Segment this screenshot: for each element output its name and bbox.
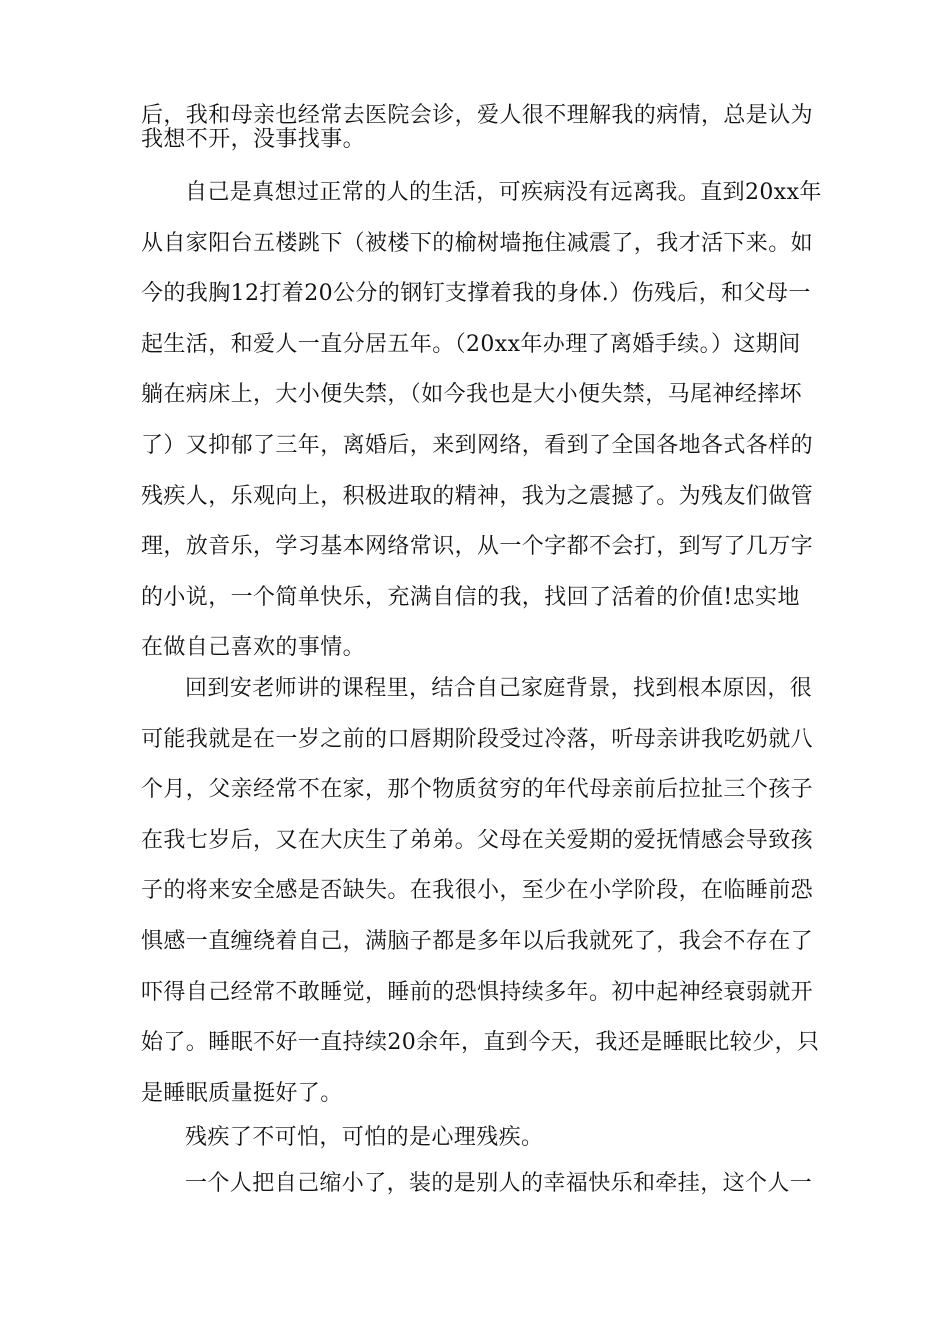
text-line: 始了。睡眠不好一直持续20余年，直到今天，我还是睡眠比较少，只: [141, 1030, 820, 1056]
text-line: 是睡眠质量挺好了。: [141, 1080, 343, 1106]
text-line: 吓得自己经常不敢睡觉，睡前的恐惧持续多年。初中起神经衰弱就开: [141, 979, 814, 1005]
text-line: 个月，父亲经常不在家，那个物质贫穷的年代母亲前后拉扯三个孩子: [141, 777, 814, 803]
text-line: 子的将来安全感是否缺失。在我很小，至少在小学阶段，在临睡前恐: [141, 878, 814, 904]
text-line: 后，我和母亲也经常去医院会诊，爱人很不理解我的病情，总是认为: [141, 103, 814, 128]
text-line: 自己是真想过正常的人的生活，可疾病没有远离我。直到20xx年: [185, 180, 822, 205]
text-line: 起生活，和爱人一直分居五年。（20xx年办理了离婚手续。）这期间: [141, 331, 801, 357]
text-line: 在做自己喜欢的事情。: [141, 635, 366, 661]
text-line: 残疾了不可怕，可怕的是心理残疾。: [185, 1125, 544, 1150]
text-line: 残疾人，乐观向上，积极进取的精神，我为之震撼了。为残友们做管: [141, 483, 814, 509]
text-line: 理，放音乐，学习基本网络常识，从一个字都不会打，到写了几万字: [141, 534, 814, 560]
paragraph-continuation: [141, 104, 821, 152]
paragraph-shrinking-self: [141, 1172, 821, 1196]
text-line: 回到安老师讲的课程里，结合自己家庭背景，找到根本原因，很: [185, 676, 813, 701]
paragraph-illness-and-recovery: [141, 168, 821, 674]
text-line: 惧感一直缠绕着自己，满脑子都是多年以后我就死了，我会不存在了: [141, 928, 814, 954]
text-line: 一个人把自己缩小了，装的是别人的幸福快乐和牵挂，这个人一: [185, 1171, 813, 1196]
text-line: 躺在病床上，大小便失禁，（如今我也是大小便失禁，马尾神经摔坏: [141, 382, 803, 408]
text-line: 了）又抑郁了三年，离婚后，来到网络，看到了全国各地各式各样的: [141, 432, 814, 458]
text-line: 的小说，一个简单快乐，充满自信的我，找回了活着的价值!忠实地: [141, 584, 800, 610]
text-line: 可能我就是在一岁之前的口唇期阶段受过冷落，听母亲讲我吃奶就八: [141, 726, 814, 752]
text-line: 在我七岁后，又在大庆生了弟弟。父母在关爱期的爱抚情感会导致孩: [141, 827, 814, 853]
paragraph-root-cause: [141, 664, 821, 1119]
paragraph-psychological-disability: [141, 1126, 821, 1150]
text-line: 我想不开，没事找事。: [141, 127, 366, 152]
text-line: 今的我胸12打着20公分的钢钉支撑着我的身体.）伤残后，和父母一: [141, 281, 811, 307]
text-line: 从自家阳台五楼跳下（被楼下的榆树墙拖住减震了，我才活下来。如: [141, 230, 814, 256]
